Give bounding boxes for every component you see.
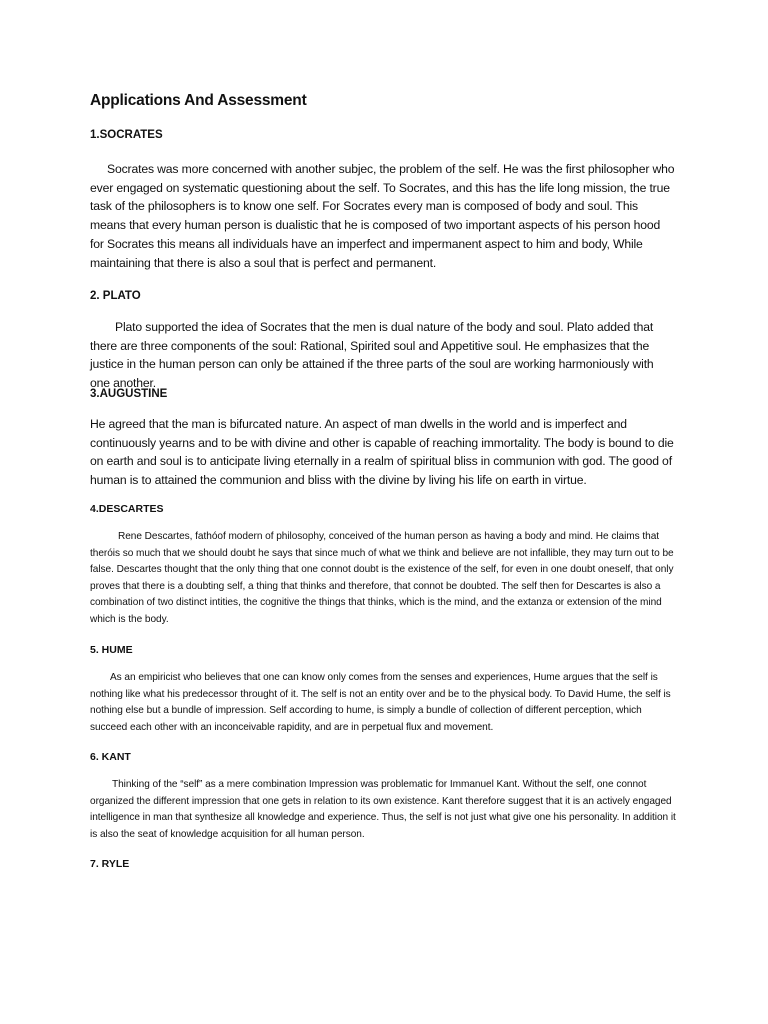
section-body-augustine: He agreed that the man is bifurcated nature. An aspect of man dwells in the world and is imperfect and continuously yearns and to be with divine and other is capable of reaching immortality. The body is bound to die on earth and soul is to anticipate living eternally in a realm of spiritual bliss in communion with god. The good of human is to attained the communion and bliss with the divine by living his life on earth in virtue. — [90, 417, 674, 488]
section-body-kant: Thinking of the “self” as a mere combination Impression was problematic for Immanuel Kant. Without the self, one connot organized the different impression that one gets in relation to its own existence. Kant therefore suggest that it is an actively engaged intelligence in man that synthesize all knowledge and experience. Thus, the self is not just what give one his personality. In addition it is also the seat of knowledge acquisition for all human person. — [90, 779, 676, 840]
section-body-hume: As an empiricist who believes that one can know only comes from the senses and experiences, Hume argues that the self is nothing like what his predecessor throught of it. The self is not an entity over and be to the physical body. To David Hume, the self is nothing else but a bundle of impression. Self according to hume, is simply a bundle of collection of different perception, which succeed each other with an inconceivable rapidity, and are in perpetual flux and movement. — [90, 672, 671, 733]
section-heading-kant: 6. KANT — [90, 751, 131, 763]
document-title: Applications And Assessment — [90, 92, 307, 109]
section-body-descartes: Rene Descartes, fathóof modern of philosophy, conceived of the human person as having a body and mind. He claims that theróis so much that we should doubt he says that since much of what we think and believe are not infallible, they may turn out to be false. Descartes thought that the only thing that one connot doubt is the existence of the self, for even in one doubt oneself, that only proves that there is a doubting self, a thing that thinks and therefore, that connot be doubted. The self then for Descartes is also a combination of two distinct intities, the cognitive the things that thinks, which is the mind, and the extanza or extension of the mind which is the body. — [90, 531, 674, 625]
section-heading-socrates: 1.SOCRATES — [90, 129, 163, 141]
section-heading-plato: 2. PLATO — [90, 290, 141, 302]
section-body-plato: Plato supported the idea of Socrates that the men is dual nature of the body and soul. Plato added that there are three components of the soul: Rational, Spirited soul and Appetitive soul. He emphasizes that the justice in the human person can only be attained if the three parts of the soul are working harmoniously with one another. — [90, 320, 654, 391]
section-heading-hume: 5. HUME — [90, 644, 133, 656]
section-heading-descartes: 4.DESCARTES — [90, 503, 164, 515]
section-body-socrates: Socrates was more concerned with another subjec, the problem of the self. He was the first philosopher who ever engaged on systematic questioning about the self. To Socrates, and this has the life long mission, the true task of the philosophers is to know one self. For Socrates every man is composed of body and soul. This means that every human person is dualistic that he is composed of two important aspects of his person hood for Socrates this means all individuals have an imperfect and impermanent aspect to him and body, While maintaining that there is also a soul that is perfect and permanent. — [90, 162, 675, 270]
section-heading-augustine: 3.AUGUSTINE — [90, 388, 168, 400]
section-heading-ryle: 7. RYLE — [90, 858, 130, 870]
